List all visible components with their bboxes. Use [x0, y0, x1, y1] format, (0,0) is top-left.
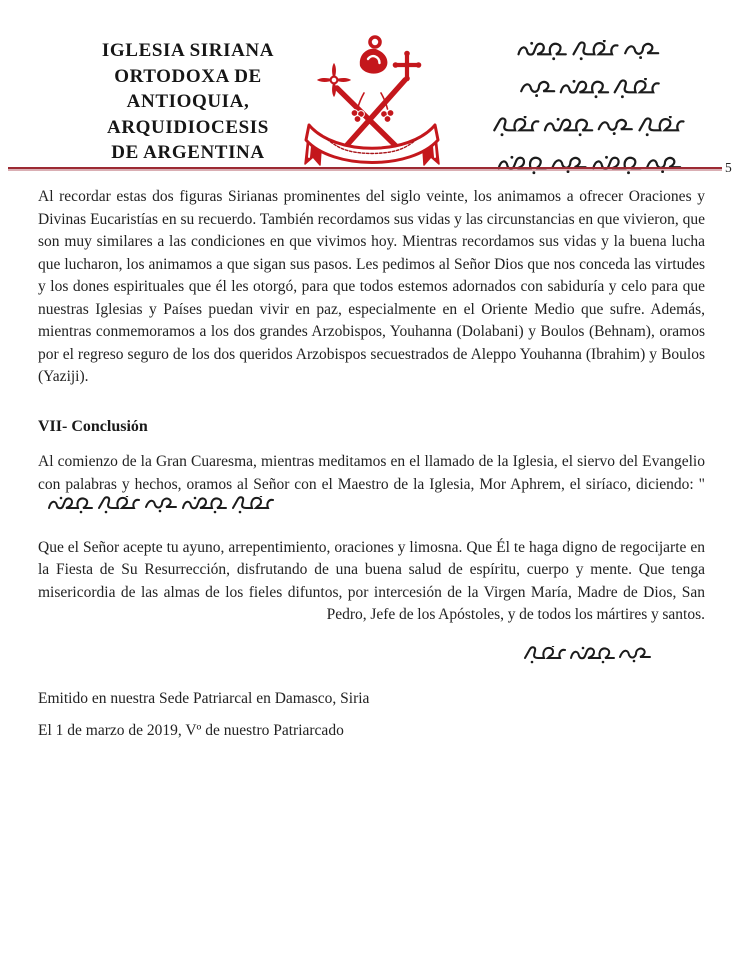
syriac-closing-line	[38, 646, 705, 672]
org-name-line: ANTIOQUIA,	[126, 91, 250, 112]
issued-at-line: Emitido en nuestra Sede Patriarcal en Damasco, Siria	[38, 690, 370, 707]
org-name-line: ARQUIDIOCESIS	[107, 116, 269, 138]
cross-finial-icon	[393, 51, 422, 82]
page-number: 5	[725, 160, 732, 175]
paragraph-conclusion-text: Al comienzo de la Gran Cuaresma, mientras meditamos en el llamado de la Iglesia, el siervo del Evangelio con palabras y hechos, oramos al Señor con el Maestro de la Iglesia, Mor Aphrem, el siríaco, diciendo: "	[38, 453, 705, 493]
paragraph-remembrance: Al recordar estas dos figuras Sirianas prominentes del siglo veinte, los animamos a ofrecer Oraciones y Divinas Eucaristías en su recuerdo. También recordamos sus vidas y las circunstancias en que vivieron, que son muy similares a las condiciones en que vivimos hoy. Mientras recordamos sus vidas y la buena lucha que lucharon, los animamos a que sigan sus pasos. Les pedimos al Señor Dios que nos conceda las virtudes y los dones espirituales que él les otorgó, para que todos estemos adornados con sabiduría y celo para que nuestras Iglesias y Países puedan vivir en paz, especialmente en el Oriente Medio que sufre. Además, mientras conmemoramos a los dos grandes Arzobispos, Youhanna (Dolabani) y Boulos (Behnam), oramos por el regreso seguro de los dos queridos Arzobispos secuestrados de Aleppo Youhanna (Ibrahim) y Boulos (Yaziji).	[38, 188, 705, 385]
section-heading-conclusion: VII- Conclusión	[38, 417, 148, 435]
paragraph-blessing: Que el Señor acepte tu ayuno, arrepentimiento, oraciones y limosna. Que Él te haga digno de regocijarte en la Fiesta de Su Resurrección, disfrutando de una buena salud de espíritu, cuerpo y mente. Que tenga misericordia de las almas de los fieles difuntos, por intercesión de la Virgen María, Madre de Dios, San Pedro, Jefe de los Apóstoles, y de todos los mártires y santos.	[38, 538, 705, 623]
syriac-name-line	[518, 78, 663, 105]
church-crest-icon	[301, 33, 443, 172]
syriac-church-name	[458, 40, 722, 181]
org-name-line: DE ARGENTINA	[111, 142, 265, 163]
org-name-line: IGLESIA SIRIANA	[101, 40, 275, 61]
organization-name	[84, 38, 292, 166]
syriac-name-line	[515, 40, 665, 67]
syriac-prayer-quote	[40, 496, 282, 522]
letter-body	[38, 186, 705, 742]
syriac-name-line	[484, 116, 696, 143]
issued-date-line: El 1 de marzo de 2019, Vº de nuestro Patriarcado	[38, 721, 344, 739]
org-name-line: ORTODOXA DE	[114, 65, 262, 87]
paragraph-conclusion-intro	[38, 451, 705, 522]
